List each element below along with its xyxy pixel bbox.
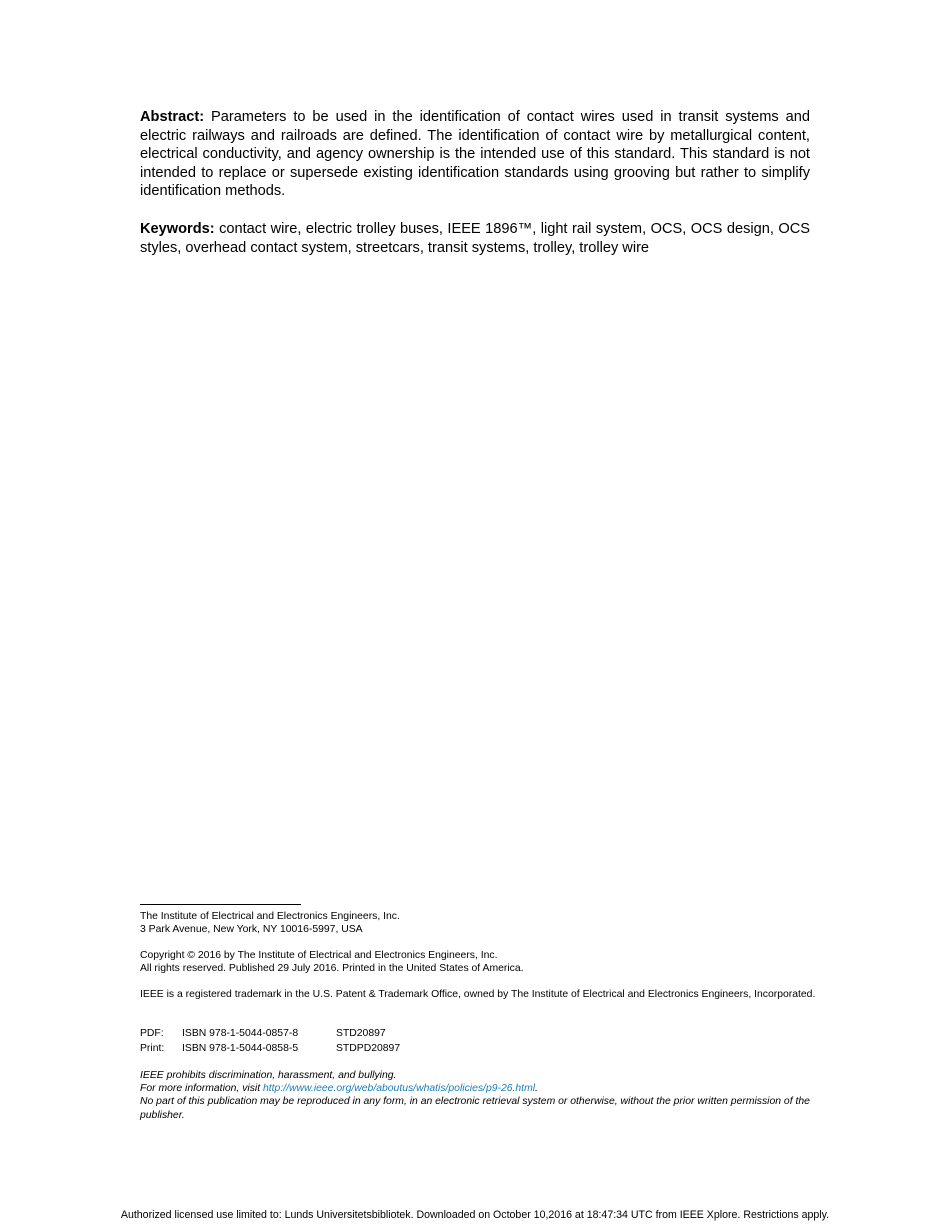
authorization-footer: Authorized licensed use limited to: Lunds Universitetsbibliotek. Downloaded on October 10,2016 at 18:47:34 UTC from IEEE Xplore. Restrictions apply. xyxy=(120,1209,830,1221)
rights-line: All rights reserved. Published 29 July 2016. Printed in the United States of America. xyxy=(140,963,524,975)
keywords-paragraph xyxy=(140,220,810,257)
reproduction-notice: No part of this publication may be reproduced in any form, in an electronic retrieval system or otherwise, without the prior written permission of the publisher. xyxy=(140,1096,810,1121)
copyright-block xyxy=(140,949,820,975)
isbn-print-label: Print: xyxy=(140,1043,165,1054)
policy-block xyxy=(140,1069,820,1122)
anti-harassment-statement: IEEE prohibits discrimination, harassment, and bullying. xyxy=(140,1070,397,1081)
isbn-pdf-row xyxy=(140,1027,820,1040)
isbn-print-row xyxy=(140,1042,820,1055)
publisher-name: The Institute of Electrical and Electronics Engineers, Inc. xyxy=(140,911,400,922)
abstract-label: Abstract: xyxy=(140,109,205,125)
publisher-address: 3 Park Avenue, New York, NY 10016-5997, USA xyxy=(140,924,363,936)
copyright-line: Copyright © 2016 by The Institute of Electrical and Electronics Engineers, Inc. xyxy=(140,950,498,961)
abstract-paragraph xyxy=(140,108,810,201)
keywords-label: Keywords: xyxy=(140,221,215,237)
abstract-text: Parameters to be used in the identification of contact wires used in transit systems and electric railways and railroads are defined. The identification of contact wire by metallurgical content, electrical conductivity, and agency ownership is the intended use of this standard. This standard is not intended to replace or supersede existing identification standards using grooving but rather to simplify identification methods. xyxy=(140,109,810,199)
publisher-block xyxy=(140,910,820,936)
more-info-prefix: For more information, visit xyxy=(140,1083,263,1095)
more-info-line xyxy=(140,1082,820,1095)
policy-link[interactable]: http://www.ieee.org/web/aboutus/whatis/policies/p9-26.html xyxy=(263,1083,536,1095)
keywords-text: contact wire, electric trolley buses, IEEE 1896™, light rail system, OCS, OCS design, OCS styles, overhead contact system, streetcars, transit systems, trolley, trolley wire xyxy=(140,221,810,256)
footnote-divider xyxy=(140,904,301,905)
isbn-print-code: STDPD20897 xyxy=(336,1043,401,1054)
more-info-suffix: . xyxy=(535,1083,538,1095)
isbn-pdf-code: STD20897 xyxy=(336,1028,386,1039)
isbn-print-number: ISBN 978-1-5044-0858-5 xyxy=(182,1043,299,1054)
trademark-notice: IEEE is a registered trademark in the U.S. Patent & Trademark Office, owned by The Institute of Electrical and Electronics Engineers, Incorporated. xyxy=(140,989,816,1000)
isbn-pdf-label: PDF: xyxy=(140,1028,164,1039)
isbn-pdf-number: ISBN 978-1-5044-0857-8 xyxy=(182,1028,299,1039)
